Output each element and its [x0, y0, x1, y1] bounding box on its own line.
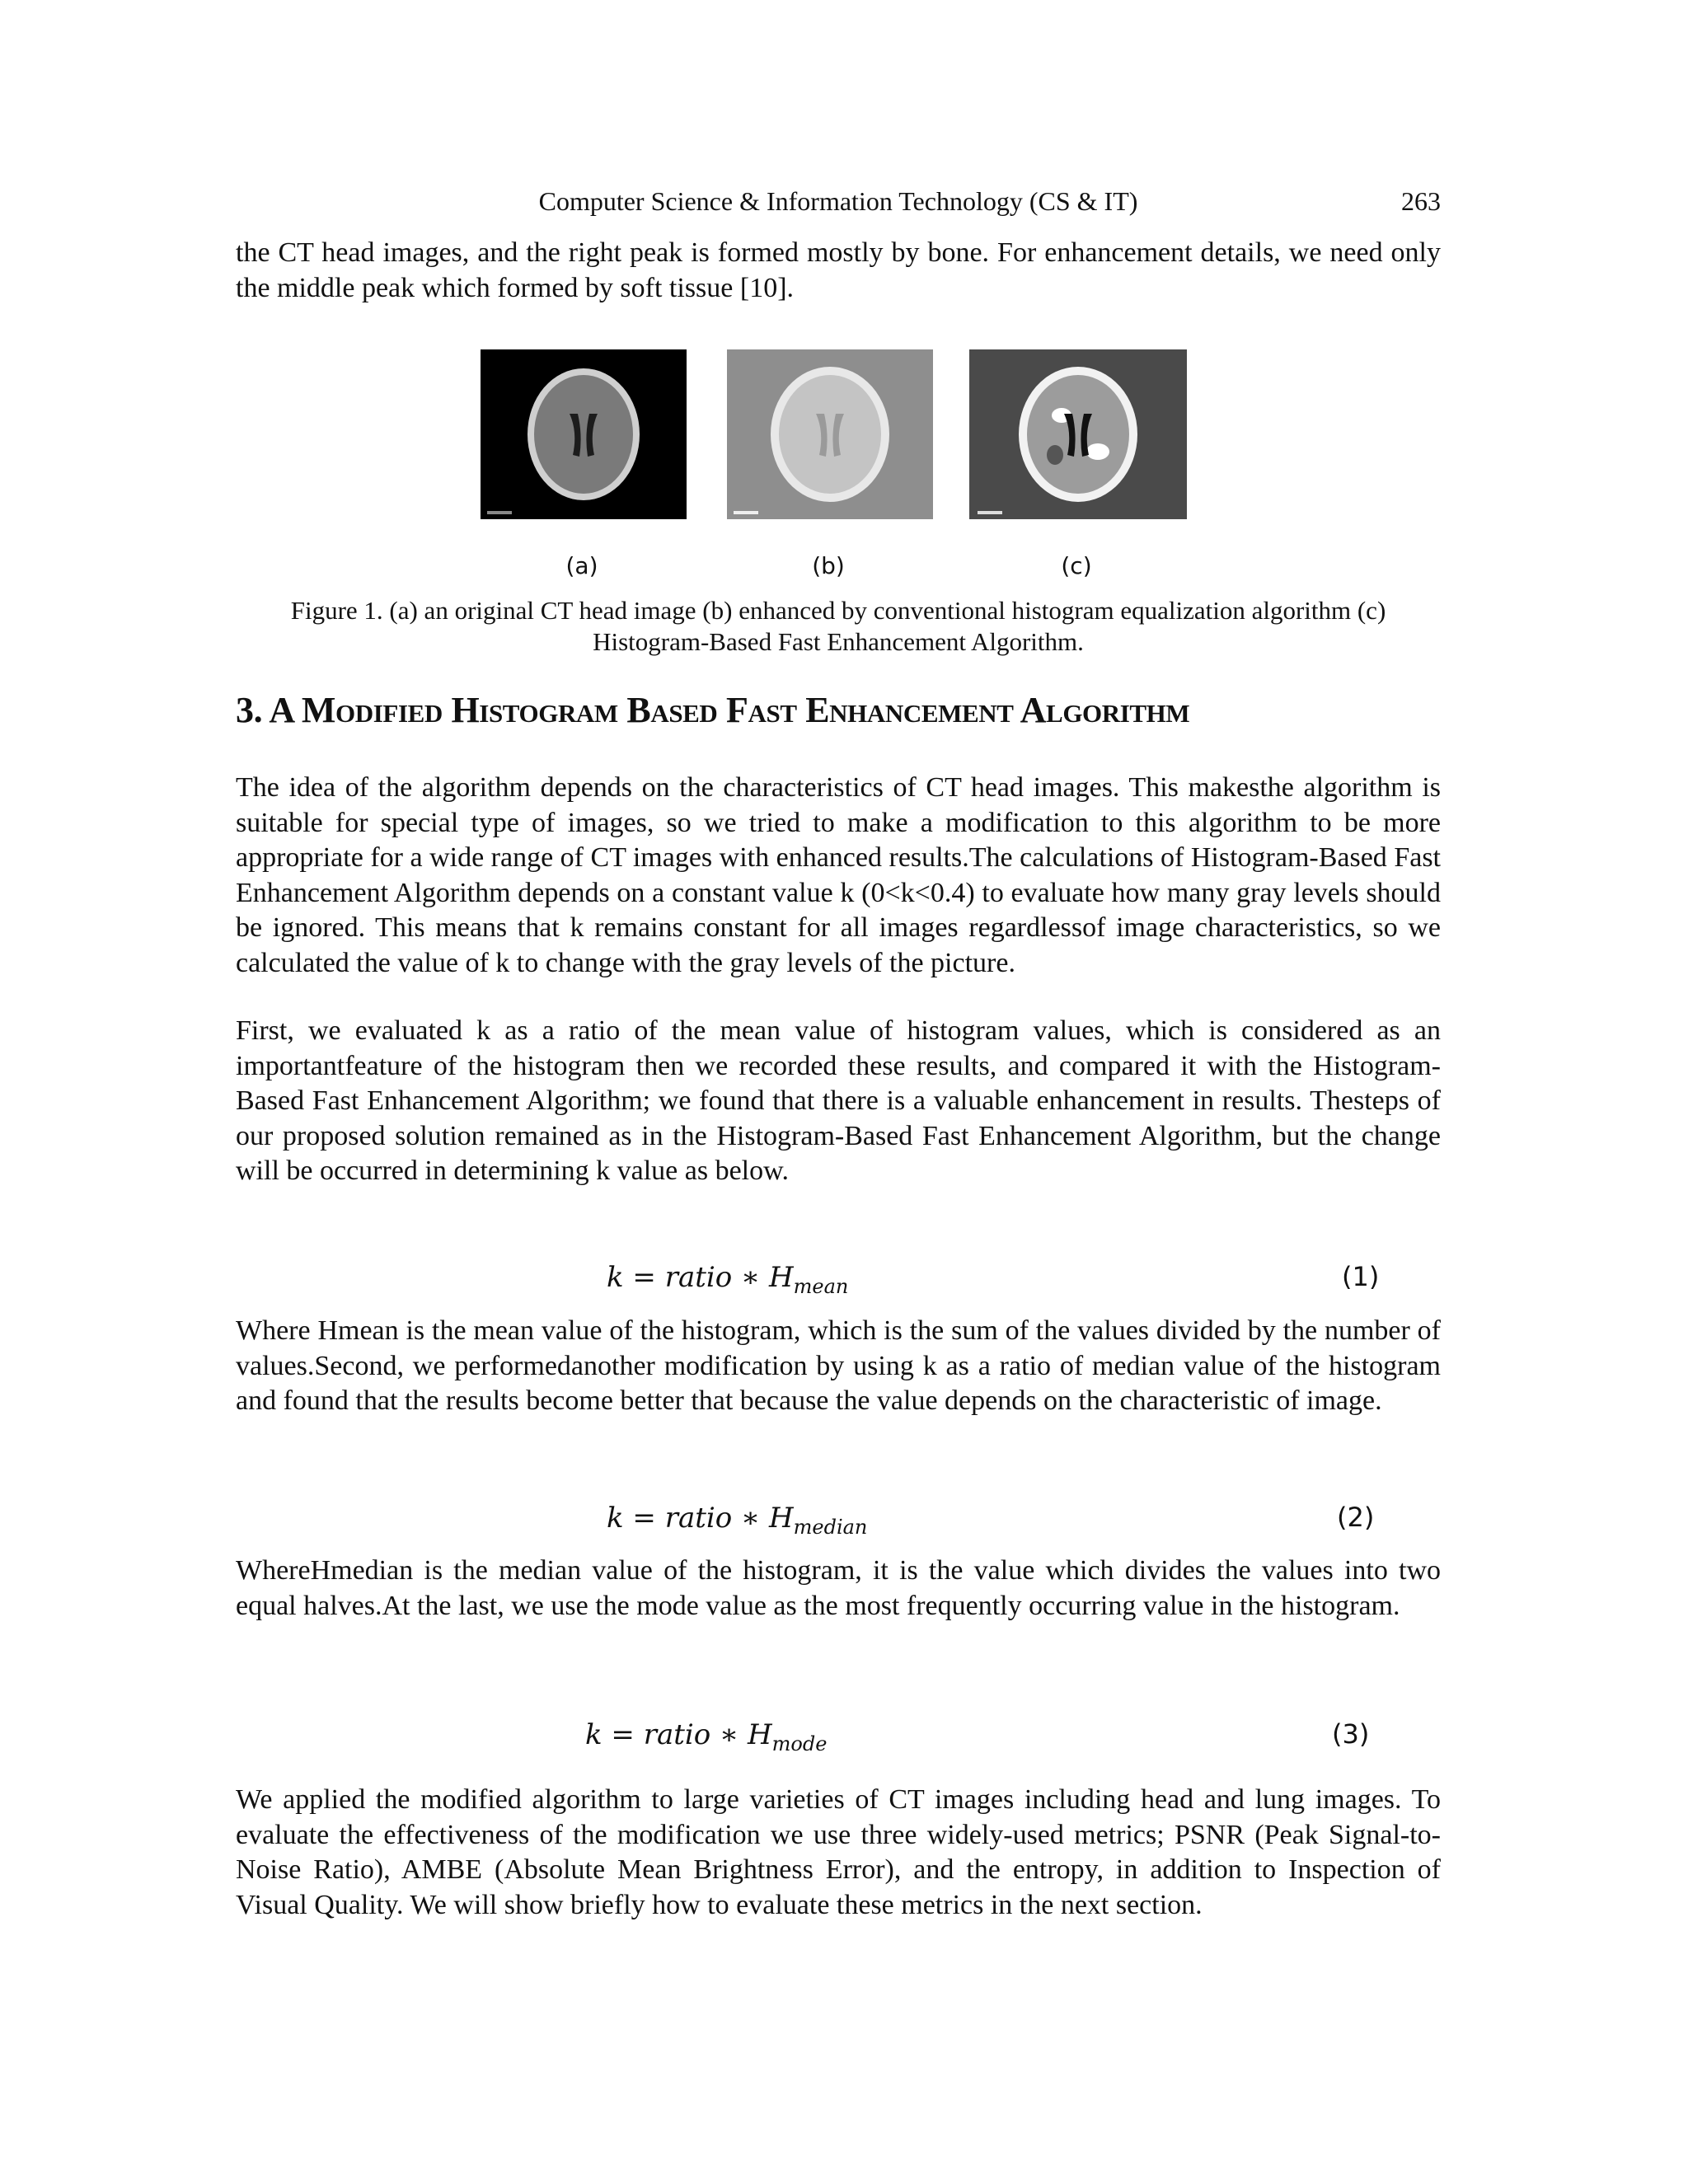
- equation-1: [236, 1261, 1441, 1302]
- equation-3-expression: k = ratio ∗ $H_{mode}$: [585, 1718, 828, 1755]
- figure-caption: [236, 595, 1441, 658]
- page-number: 263: [1401, 186, 1441, 216]
- paragraph-intro: The idea of the algorithm depends on the characteristics of CT head images. This makesthe algorithm is suitable for special type of images, so we tried to make a modification to this algorithm to be more appropriate for a wide range of CT images with enhanced results.The calculations of Histogram-Based Fast Enhancement Algorithm depends on a constant value k (0<k<0.4) to evaluate how many gray levels should be ignored. This means that k remains constant for all images regardlessof image characteristics, so we calculated the value of k to change with the gray levels of the picture.: [236, 772, 1441, 978]
- subfigure-label-a: (a): [565, 552, 598, 579]
- equation-1-expression: k = ratio ∗ $H_{mean}$: [607, 1261, 849, 1298]
- running-title: Computer Science & Information Technology (CS & IT): [538, 186, 1138, 216]
- paragraph-top: the CT head images, and the right peak is formed mostly by bone. For enhancement details, we need only the middle peak which formed by soft tissue [10].: [236, 237, 1441, 303]
- paragraph-first: First, we evaluated k as a ratio of the mean value of histogram values, which is considered as an importantfeature of the histogram then we recorded these results, and compared it with the Histogram-Based Fast Enhancement Algorithm; we found that there is a valuable enhancement in results. Thesteps of our proposed solution remained as in the Histogram-Based Fast Enhancement Algorithm, but the change will be occurred in determining k value as below.: [236, 1015, 1441, 1186]
- running-head: [236, 186, 1441, 219]
- figure-1: [236, 349, 1441, 597]
- equation-2: [236, 1502, 1441, 1543]
- section-heading: 3. A Modified Histogram Based Fast Enhancement Algorithm: [236, 690, 1190, 730]
- subfigure-label-b: (b): [812, 552, 845, 579]
- paragraph-where-median: WhereHmedian is the median value of the histogram, it is the value which divides the values into two equal halves.At the last, we use the mode value as the most frequently occurring value in the histogram.: [236, 1555, 1441, 1621]
- ct-image-histogram-equalized: [727, 349, 933, 519]
- figure-caption-line-2: Histogram-Based Fast Enhancement Algorithm.: [593, 627, 1084, 656]
- subfigure-label-c: (c): [1061, 552, 1092, 579]
- equation-2-expression: k = ratio ∗ $H_{median}$: [607, 1502, 868, 1539]
- ct-image-original: [481, 349, 687, 519]
- equation-3: [236, 1718, 1441, 1760]
- paragraph-where-mean: Where Hmean is the mean value of the histogram, which is the sum of the values divided by the number of values.Second, we performedanother modification by using k as a ratio of median value of the histogram and found that the results become better that because the value depends on the characteristic of image.: [236, 1315, 1441, 1416]
- equation-1-number: (1): [1342, 1261, 1380, 1292]
- figure-caption-line-1: Figure 1. (a) an original CT head image (b) enhanced by conventional histogram equalization algorithm (c): [290, 596, 1386, 625]
- paragraph-applied: We applied the modified algorithm to large varieties of CT images including head and lung images. To evaluate the effectiveness of the modification we use three widely-used metrics; PSNR (Peak Signal-to-Noise Ratio), AMBE (Absolute Mean Brightness Error), and the entropy, in addition to Inspection of Visual Quality. We will show briefly how to evaluate these metrics in the next section.: [236, 1784, 1441, 1920]
- ct-image-fast-enhanced: [969, 349, 1187, 519]
- equation-2-number: (2): [1337, 1502, 1375, 1533]
- equation-3-number: (3): [1332, 1718, 1370, 1750]
